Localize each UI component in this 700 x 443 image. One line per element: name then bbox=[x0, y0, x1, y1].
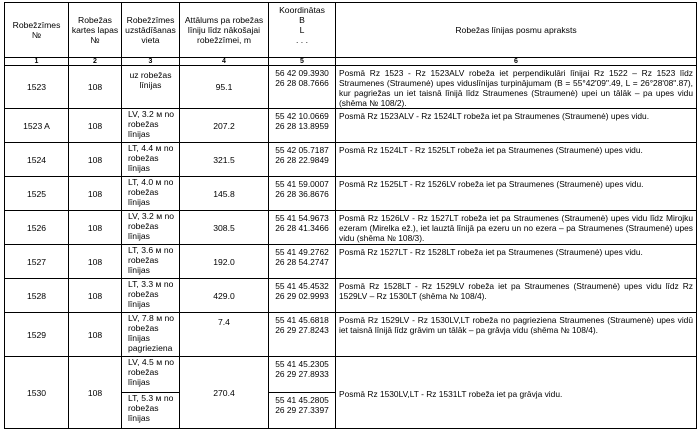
coordinate-b: 55 42 05.7187 bbox=[275, 145, 329, 155]
marker-number: 1529 bbox=[5, 313, 69, 357]
coordinate-b: 55 41 54.9673 bbox=[275, 213, 329, 223]
marker-number: 1524 bbox=[5, 143, 69, 177]
header-coordinates-dots: . . . bbox=[296, 35, 308, 45]
boundary-markers-table bbox=[4, 2, 697, 429]
distance: 95.1 bbox=[180, 66, 269, 109]
distance: 145.8 bbox=[180, 177, 269, 211]
map-sheet: 108 bbox=[69, 313, 122, 357]
column-number: 4 bbox=[180, 58, 269, 66]
map-sheet: 108 bbox=[69, 357, 122, 429]
table-row bbox=[5, 211, 697, 245]
map-sheet: 108 bbox=[69, 279, 122, 313]
installation-place: uz robežas līnijas bbox=[122, 66, 180, 109]
table-row bbox=[5, 109, 697, 143]
installation-place: LT, 4.0 м no robežas līnijas bbox=[122, 177, 180, 211]
description: Posmā Rz 1525LT - Rz 1526LV robeža iet pa Straumenes (Straumenė) upes vidu. bbox=[336, 177, 697, 211]
column-number: 5 bbox=[269, 58, 336, 66]
column-number: 1 bbox=[5, 58, 69, 66]
coordinate-l: 26 28 54.2747 bbox=[275, 257, 329, 267]
distance: 7.4 bbox=[180, 313, 269, 357]
table-row bbox=[5, 313, 697, 357]
coordinate-b: 55 41 49.2762 bbox=[275, 247, 329, 257]
column-number-row bbox=[5, 58, 697, 66]
marker-number: 1523 A bbox=[5, 109, 69, 143]
coordinate-b: 56 42 09.3930 bbox=[275, 68, 329, 78]
distance: 429.0 bbox=[180, 279, 269, 313]
installation-place: LT, 4.4 м no robežas līnijas bbox=[122, 143, 180, 177]
coordinate-l: 26 28 36.8676 bbox=[275, 189, 329, 199]
coordinates bbox=[269, 143, 336, 177]
header-coordinates bbox=[269, 3, 336, 58]
coordinates bbox=[269, 66, 336, 109]
coordinate-l: 26 28 13.8959 bbox=[275, 121, 329, 131]
coordinate-l: 26 28 41.3466 bbox=[275, 223, 329, 233]
coordinate-b: 55 41 45.2805 bbox=[275, 395, 329, 405]
coordinate-l: 26 29 02.9993 bbox=[275, 291, 329, 301]
marker-number: 1528 bbox=[5, 279, 69, 313]
description: Posmā Rz 1527LT - Rz 1528LT robeža iet pa Straumenes (Straumenė) upes vidu. bbox=[336, 245, 697, 279]
description: Posmā Rz 1530LV,LT - Rz 1531LT robeža iet pa grāvja vidu. bbox=[336, 357, 697, 429]
table-row bbox=[5, 279, 697, 313]
description: Posmā Rz 1524LT - Rz 1525LT robeža iet pa Straumenes (Straumenė) upes vidu. bbox=[336, 143, 697, 177]
description: Posmā Rz 1523ALV - Rz 1524LT robeža iet pa Straumenes (Straumenė) upes vidu. bbox=[336, 109, 697, 143]
table-row bbox=[5, 66, 697, 109]
installation-place: LT, 5.3 м no robežas līnijas bbox=[122, 393, 180, 429]
coordinates bbox=[269, 393, 336, 429]
distance: 308.5 bbox=[180, 211, 269, 245]
installation-place: LV, 3.2 м no robežas līnijas bbox=[122, 211, 180, 245]
header-installation-place: Robežzīmes uzstādīšanas vieta bbox=[122, 3, 180, 58]
coordinates bbox=[269, 313, 336, 357]
table-row bbox=[5, 177, 697, 211]
description: Posmā Rz 1528LT - Rz 1529LV robeža iet pa Straumenes (Straumenė) upes vidu līdz Rz 1529LV – Rz 1530LT (shēma № 108/4). bbox=[336, 279, 697, 313]
installation-place: LT, 3.3 м no robežas līnijas bbox=[122, 279, 180, 313]
table-row bbox=[5, 245, 697, 279]
map-sheet: 108 bbox=[69, 245, 122, 279]
map-sheet: 108 bbox=[69, 66, 122, 109]
marker-number: 1523 bbox=[5, 66, 69, 109]
coordinate-b: 55 41 59.0007 bbox=[275, 179, 329, 189]
coordinates bbox=[269, 279, 336, 313]
column-number: 2 bbox=[69, 58, 122, 66]
coordinate-l: 26 28 22.9849 bbox=[275, 155, 329, 165]
coordinate-b: 55 41 45.6818 bbox=[275, 315, 329, 325]
map-sheet: 108 bbox=[69, 143, 122, 177]
distance: 192.0 bbox=[180, 245, 269, 279]
table-row bbox=[5, 357, 697, 393]
marker-number: 1530 bbox=[5, 357, 69, 429]
coordinate-l: 26 29 27.3397 bbox=[275, 405, 329, 415]
distance: 321.5 bbox=[180, 143, 269, 177]
header-coordinates-b: B bbox=[299, 15, 305, 25]
installation-place: LT, 3.6 м no robežas līnijas bbox=[122, 245, 180, 279]
header-coordinates-title: Koordinātas bbox=[279, 5, 325, 15]
header-distance: Attālums pa robežas līniju līdz nākošajai robežzīmei, m bbox=[180, 3, 269, 58]
coordinate-l: 26 29 27.8933 bbox=[275, 369, 329, 379]
header-description: Robežas līnijas posmu apraksts bbox=[336, 3, 697, 58]
header-coordinates-l: L bbox=[299, 25, 305, 35]
coordinate-b: 55 41 45.4532 bbox=[275, 281, 329, 291]
description: Posmā Rz 1529LV - Rz 1530LV,LT robeža no pagrieziena Straumenes (Straumenė) upes vidū iet taisnā līnijā līdz grāvim un tālāk – pa grāvja vidu (shēma № 108/4). bbox=[336, 313, 697, 357]
coordinates bbox=[269, 211, 336, 245]
coordinate-b: 55 42 10.0669 bbox=[275, 111, 329, 121]
coordinate-l: 26 29 27.8243 bbox=[275, 325, 329, 335]
marker-number: 1525 bbox=[5, 177, 69, 211]
installation-place: LV, 7.8 м no robežas līnijas pagrieziena bbox=[122, 313, 180, 357]
installation-place: LV, 4.5 м no robežas līnijas bbox=[122, 357, 180, 393]
description: Posmā Rz 1523 - Rz 1523ALV robeža iet perpendikulāri līnijai Rz 1522 – Rz 1523 līdz Straumenes (Straumenė) upes viduslīnijas turpinājumam (B = 55°42'09".49, L = 26°28'08".87), kur pagriežas un iet taisnā līnijā līdz Straumenes (Straumenė) upei un tālāk – pa upes vidu (shēma № 108/2). bbox=[336, 66, 697, 109]
header-row bbox=[5, 3, 697, 58]
marker-number: 1527 bbox=[5, 245, 69, 279]
distance: 207.2 bbox=[180, 109, 269, 143]
distance: 270.4 bbox=[180, 357, 269, 429]
table-row bbox=[5, 143, 697, 177]
coordinate-l: 26 28 08.7666 bbox=[275, 78, 329, 88]
column-number: 6 bbox=[336, 58, 697, 66]
description: Posmā Rz 1526LV - Rz 1527LT robeža iet pa Straumenes (Straumenė) upes vidu līdz Mirojku ezeram (Mirelka ež.), iet lauztā līnijā pa ezeru un no ezera – pa Straumenes (Straumenė) upes vidu (shēma № 108/3). bbox=[336, 211, 697, 245]
header-marker-number: Robežzīmes № bbox=[5, 3, 69, 58]
coordinates bbox=[269, 109, 336, 143]
column-number: 3 bbox=[122, 58, 180, 66]
marker-number: 1526 bbox=[5, 211, 69, 245]
map-sheet: 108 bbox=[69, 109, 122, 143]
coordinates bbox=[269, 245, 336, 279]
installation-place: LV, 3.2 м no robežas līnijas bbox=[122, 109, 180, 143]
map-sheet: 108 bbox=[69, 177, 122, 211]
coordinates bbox=[269, 357, 336, 393]
coordinates bbox=[269, 177, 336, 211]
coordinate-b: 55 41 45.2305 bbox=[275, 359, 329, 369]
header-map-sheet: Robežas kartes lapas № bbox=[69, 3, 122, 58]
map-sheet: 108 bbox=[69, 211, 122, 245]
